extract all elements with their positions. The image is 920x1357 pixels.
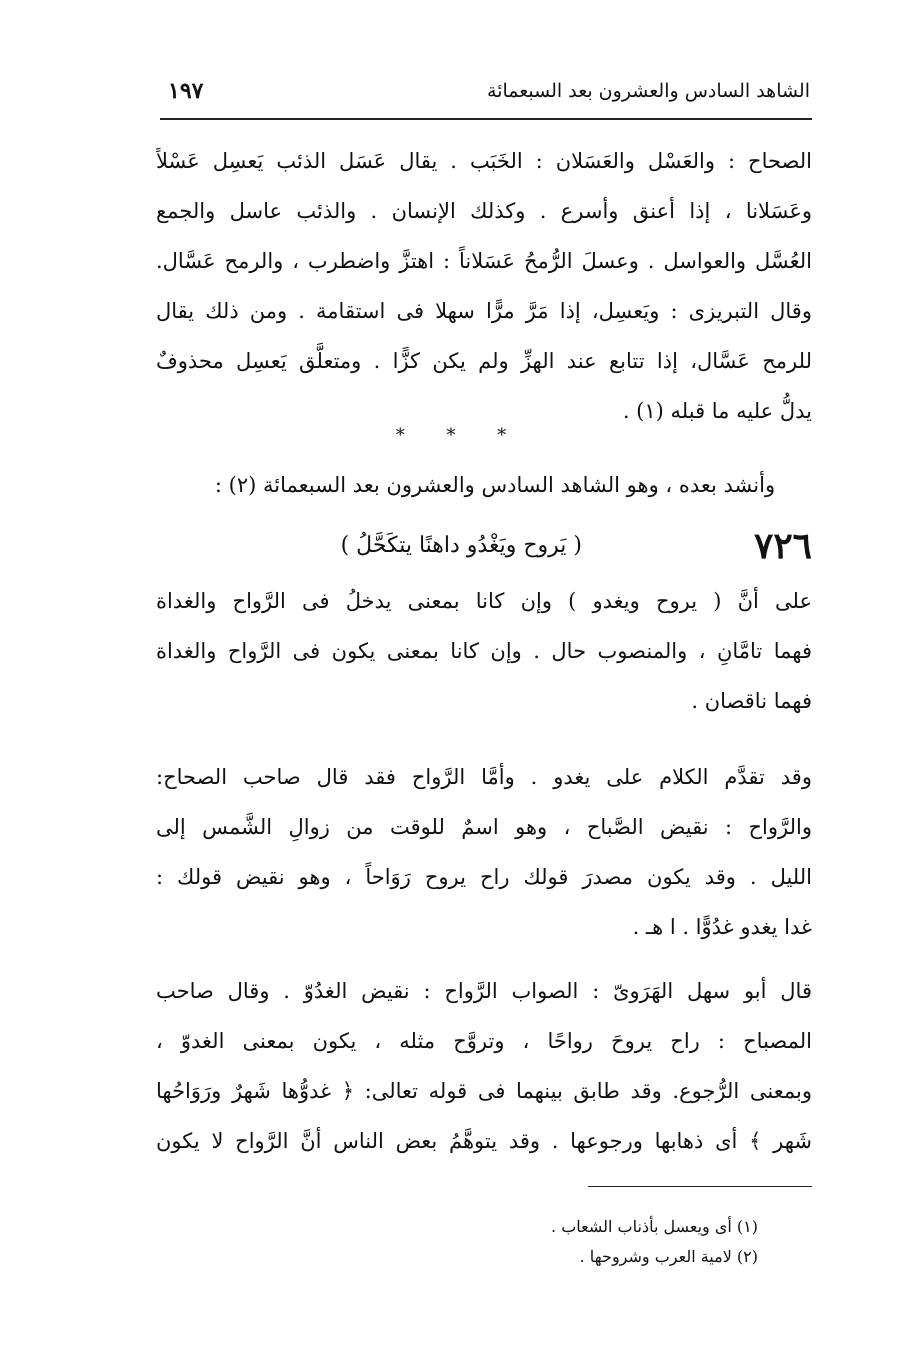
text-line: وبمعنى الرُّجوع. وقد طابق بينهما فى قوله تعالى: ﴿ غدوُّها شَهرٌ ورَوَاحُها — [156, 1079, 812, 1103]
text-line: العُسَّل والعواسل . وعسلَ الرُّمحُ عَسَلاناً : اهتزَّ واضطرب ، والرمح عَسَّال. — [156, 249, 812, 273]
text-line: فهما تامَّانِ ، والمنصوب حال . وإن كانا بمعنى يكون فى الرَّواح والغداة — [156, 639, 812, 663]
text-line: قال أبو سهل الهَرَوىّ : الصواب الرَّواح : نقيض الغدُوّ . وقال صاحب — [156, 979, 812, 1003]
text-line: الليل . وقد يكون مصدرَ قولك راح يروح رَوَاحاً ، وهو نقيض قولك : — [156, 865, 812, 889]
paragraph-2 — [156, 576, 812, 726]
verse-number: ٧٢٦ — [753, 525, 812, 567]
running-header — [160, 76, 810, 116]
running-title: الشاهد السادس والعشرون بعد السبعمائة — [487, 80, 810, 102]
header-rule — [160, 118, 812, 120]
text-line: وعَسَلانا ، إذا أعنق وأسرع . وكذلك الإنسان . والذئب عاسل والجمع — [156, 199, 812, 223]
text-line: شَهر ﴾ أى ذهابها ورجوعها . وقد يتوهَّمُ بعض الناس أنَّ الرَّواح لا يكون — [156, 1129, 812, 1153]
footnote-rule — [588, 1186, 812, 1187]
text-line: على أنَّ ( يروح ويغدو ) وإن كانا بمعنى يدخلُ فى الرَّواح والغداة — [156, 589, 812, 613]
paragraph-3 — [156, 752, 812, 952]
footnote-2: (٢) لامية العرب وشروحها . — [579, 1247, 758, 1266]
paragraph-1 — [156, 136, 812, 436]
text-line: للرمح عَسَّال، إذا تتابع عند الهزِّ ولم يكن كزًّا . ومتعلَّق يَعسِل محذوفٌ — [156, 349, 812, 373]
paragraph-4 — [156, 966, 812, 1166]
verse-intro: وأنشد بعده ، وهو الشاهد السادس والعشرون بعد السبعمائة (٢) : — [214, 473, 776, 497]
text-line: الصحاح : والعَسْل والعَسَلان : الخَبَب . يقال عَسَل الذئب يَعسِل عَسْلاً — [156, 149, 812, 173]
text-line: وقال التبريزى : ويَعسِل، إذا مَرَّ مرًّا سهلا فى استقامة . ومن ذلك يقال — [156, 299, 812, 323]
text-line: وقد تقدَّم الكلام على يغدو . وأمَّا الرَّواح فقد قال صاحب الصحاح: — [156, 765, 812, 789]
text-line: يدلُّ عليه ما قبله (١) . — [622, 399, 812, 423]
text-line: غدا يغدو غدُوًّا . ا هـ . — [632, 915, 812, 939]
footnote-1: (١) أى ويعسل بأذناب الشعاب . — [551, 1217, 758, 1236]
verse-text: ( يَروح ويَغْدُو داهنًا يتكَحَّلُ ) — [340, 533, 582, 558]
verse — [156, 518, 812, 574]
text-line: والرَّواح : نقيض الصَّباح ، وهو اسمٌ للوقت من زوالِ الشَّمس إلى — [156, 815, 812, 839]
text-line: فهما ناقصان . — [691, 689, 812, 713]
section-separator: * * * — [395, 425, 525, 446]
footnotes — [400, 1212, 758, 1272]
text-line: المصباح : راح يروحَ رواحًا ، وتروَّح مثله ، يكون بمعنى الغدوّ ، — [156, 1029, 812, 1053]
page-number: ١٩٧ — [168, 78, 204, 104]
